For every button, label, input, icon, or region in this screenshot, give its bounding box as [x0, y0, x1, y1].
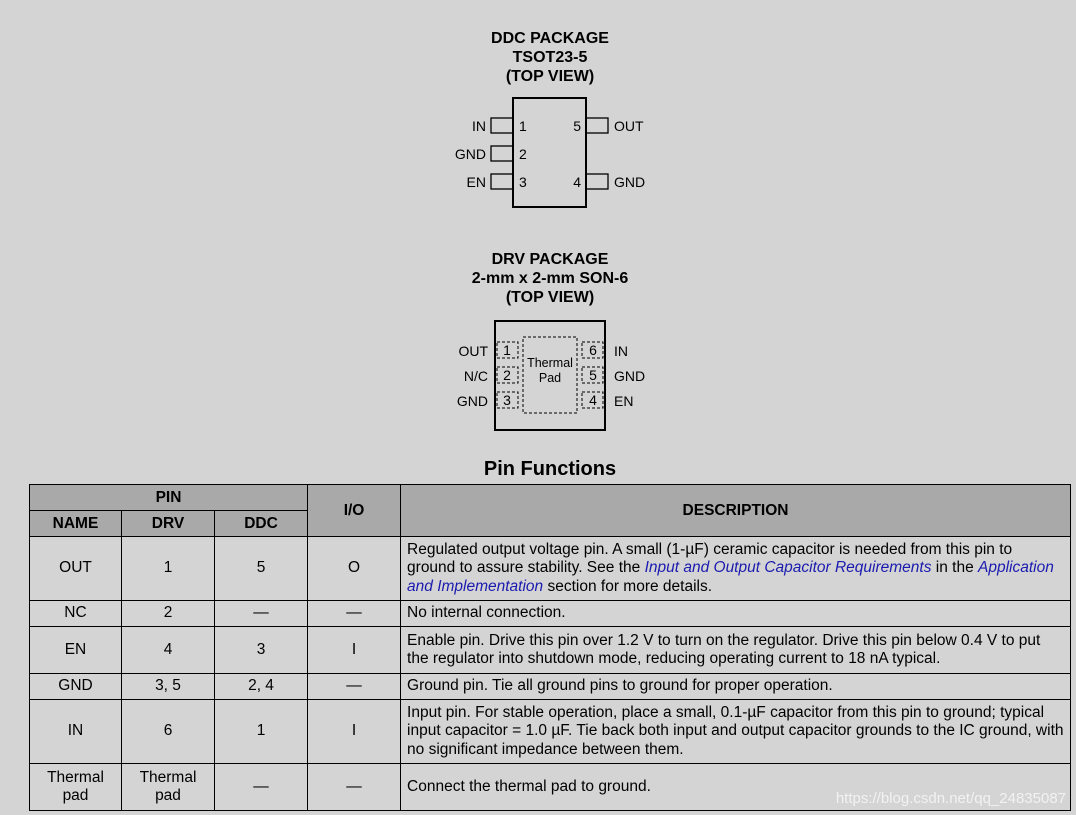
ddc-pin-name: EN — [466, 174, 486, 190]
cell-drv: 1 — [122, 537, 215, 601]
drv-pin-number: 3 — [503, 392, 511, 408]
drv-pin-number: 2 — [503, 367, 511, 383]
drv-pin-name: GND — [614, 368, 646, 384]
cell-io: I — [308, 700, 401, 764]
cell-name: GND — [30, 674, 122, 700]
ddc-pin-number: 2 — [519, 146, 527, 162]
table-row — [30, 700, 1071, 764]
ddc-pin-name: GND — [454, 146, 486, 162]
header-io: I/O — [308, 485, 401, 537]
table-row — [30, 601, 1071, 627]
cell-ddc: — — [215, 764, 308, 811]
drv-pin-name: EN — [614, 393, 634, 409]
cell-ddc: 1 — [215, 700, 308, 764]
cell-name: OUT — [30, 537, 122, 601]
ddc-pin-number: 5 — [573, 118, 581, 134]
cell-ddc: 2, 4 — [215, 674, 308, 700]
application-implementation-link[interactable]: Application and Implementation — [407, 559, 1054, 595]
cell-io: O — [308, 537, 401, 601]
cell-io: — — [308, 674, 401, 700]
ddc-pin-lead — [491, 118, 513, 133]
cell-ddc: 3 — [215, 627, 308, 674]
table-row — [30, 627, 1071, 674]
cell-io: — — [308, 764, 401, 811]
ddc-pin-number: 3 — [519, 174, 527, 190]
ddc-title-line1: DDC PACKAGE — [491, 30, 609, 47]
cell-name-line: pad — [62, 787, 89, 804]
ddc-pin-number: 1 — [519, 118, 527, 134]
desc-text: in the — [931, 559, 979, 577]
cell-description: Connect the thermal pad to ground. — [401, 764, 1071, 811]
cell-name: NC — [30, 601, 122, 627]
drv-pin-number: 1 — [503, 342, 511, 358]
ddc-pin-name: OUT — [614, 118, 644, 134]
header-ddc: DDC — [215, 511, 308, 537]
cell-drv-line: pad — [155, 787, 181, 804]
table-row — [30, 537, 1071, 601]
cell-drv: 3, 5 — [122, 674, 215, 700]
pin-functions-title: Pin Functions — [483, 458, 617, 480]
drv-pin-number: 5 — [589, 367, 597, 383]
ddc-pin-name: GND — [614, 174, 646, 190]
desc-text: Regulated output voltage pin. A small (1-µF) ceramic capacitor is needed from this pin to ground to assure stability. See the — [407, 540, 1013, 577]
header-drv: DRV — [122, 511, 215, 537]
cell-drv: 2 — [122, 601, 215, 627]
cell-drv-line: Thermal — [139, 768, 197, 786]
ddc-pin-name: IN — [472, 118, 486, 134]
cell-name-line: Thermal — [47, 768, 104, 786]
cell-io: — — [308, 601, 401, 627]
header-pin: PIN — [30, 485, 308, 511]
desc-text: section for more details. — [543, 577, 713, 595]
ddc-package-diagram — [455, 98, 645, 207]
cell-drv: 6 — [122, 700, 215, 764]
drv-title-line2: 2-mm x 2-mm SON-6 — [471, 270, 629, 287]
drv-pin-name: IN — [614, 343, 628, 359]
cell-description: Input pin. For stable operation, place a small, 0.1-µF capacitor from this pin to ground; typical input capacitor = 1.0 µF. Tie back both input and output capacitor grounds to the IC ground, with no significant impedance between them. — [401, 700, 1071, 764]
cell-drv — [122, 764, 215, 811]
table-row — [30, 674, 1071, 700]
cell-description: No internal connection. — [401, 601, 1071, 627]
header-name: NAME — [30, 511, 122, 537]
cell-description: Ground pin. Tie all ground pins to ground for proper operation. — [401, 674, 1071, 700]
cell-drv: 4 — [122, 627, 215, 674]
ddc-pin-lead — [586, 174, 608, 189]
cell-description — [401, 537, 1071, 601]
watermark: https://blog.csdn.net/qq_24835087 — [835, 790, 1066, 807]
drv-pin-number: 4 — [589, 392, 597, 408]
cell-description: Enable pin. Drive this pin over 1.2 V to turn on the regulator. Drive this pin below 0.4 V to put the regulator into shutdown mode, reducing operating current to 18 nA typical. — [401, 627, 1071, 674]
ddc-title-line2: TSOT23-5 — [512, 49, 588, 66]
pin-functions-table — [29, 484, 1071, 811]
drv-pin-number: 6 — [589, 342, 597, 358]
cell-name: EN — [30, 627, 122, 674]
ddc-pin-lead — [491, 174, 513, 189]
drv-pin-name: GND — [456, 393, 488, 409]
thermal-pad-label: Pad — [538, 371, 562, 385]
thermal-pad-label: Thermal — [527, 356, 573, 370]
cell-name: IN — [30, 700, 122, 764]
drv-title-line1: DRV PACKAGE — [491, 251, 609, 268]
capacitor-requirements-link[interactable]: Input and Output Capacitor Requirements — [644, 559, 932, 577]
drv-title-line3: (TOP VIEW) — [505, 289, 595, 306]
cell-name — [30, 764, 122, 811]
drv-pin-name: N/C — [463, 368, 488, 384]
ddc-pin-lead — [586, 118, 608, 133]
ddc-pin-lead — [491, 146, 513, 161]
cell-io: I — [308, 627, 401, 674]
header-description: DESCRIPTION — [401, 485, 1071, 537]
drv-package-diagram — [457, 321, 645, 430]
cell-ddc: 5 — [215, 537, 308, 601]
ddc-title-line3: (TOP VIEW) — [505, 68, 595, 85]
cell-ddc: — — [215, 601, 308, 627]
drv-pin-name: OUT — [458, 343, 488, 359]
ddc-pin-number: 4 — [573, 174, 581, 190]
